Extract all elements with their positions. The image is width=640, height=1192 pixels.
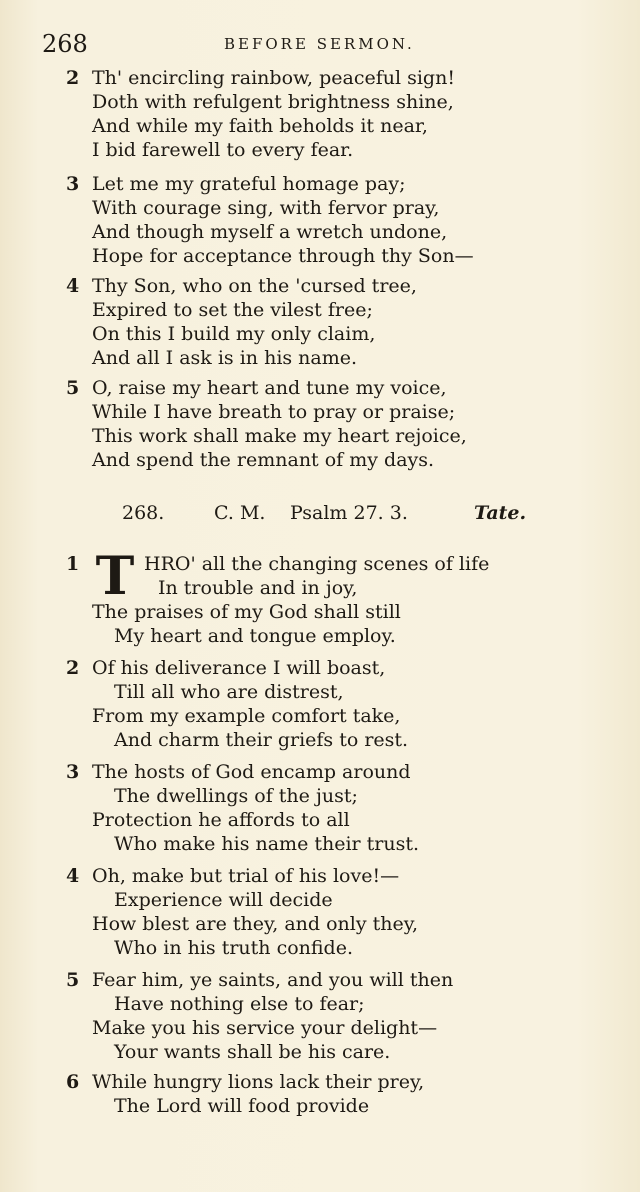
verse-line: HRO' all the changing scenes of life bbox=[144, 553, 490, 575]
verse-line: The hosts of God encamp around bbox=[92, 761, 411, 783]
verse-line: While hungry lions lack their prey, bbox=[92, 1071, 425, 1093]
verse-line: How blest are they, and only they, bbox=[92, 913, 418, 935]
stanza-number: 3 bbox=[66, 761, 80, 783]
verse-line: My heart and tongue employ. bbox=[114, 625, 396, 647]
hymn-author: Tate. bbox=[474, 502, 527, 524]
verse-line: Experience will decide bbox=[114, 889, 333, 911]
stanza-number: 2 bbox=[66, 657, 80, 679]
drop-cap: T bbox=[95, 552, 135, 602]
verse-line: Till all who are distrest, bbox=[114, 681, 344, 703]
stanza-number: 2 bbox=[66, 67, 80, 89]
verse-line: And though myself a wretch undone, bbox=[92, 221, 448, 243]
verse-line: Fear him, ye saints, and you will then bbox=[92, 969, 454, 991]
hymn-heading bbox=[0, 502, 640, 530]
verse-line: Doth with refulgent brightness shine, bbox=[92, 91, 454, 113]
stanza-number: 5 bbox=[66, 969, 80, 991]
stanza-number: 4 bbox=[66, 865, 80, 887]
verse-line: Make you his service your delight— bbox=[92, 1017, 438, 1039]
verse-line: O, raise my heart and tune my voice, bbox=[92, 377, 447, 399]
verse-line: Th' encircling rainbow, peaceful sign! bbox=[92, 67, 455, 89]
verse-line: Hope for acceptance through thy Son— bbox=[92, 245, 474, 267]
stanza-number: 4 bbox=[66, 275, 80, 297]
verse-line: Have nothing else to fear; bbox=[114, 993, 365, 1015]
verse-line: Thy Son, who on the 'cursed tree, bbox=[92, 275, 417, 297]
verse-line: Expired to set the vilest free; bbox=[92, 299, 373, 321]
running-head: BEFORE SERMON. bbox=[224, 35, 415, 53]
stanza-number: 3 bbox=[66, 173, 80, 195]
verse-line: Who make his name their trust. bbox=[114, 833, 420, 855]
verse-line: Protection he affords to all bbox=[92, 809, 350, 831]
verse-line: The praises of my God shall still bbox=[92, 601, 401, 623]
hymn-number: 268. bbox=[122, 502, 165, 524]
verse-line: While I have breath to pray or praise; bbox=[92, 401, 456, 423]
verse-line: With courage sing, with fervor pray, bbox=[92, 197, 440, 219]
verse-line: On this I build my only claim, bbox=[92, 323, 376, 345]
verse-line: Who in his truth confide. bbox=[114, 937, 354, 959]
verse-line: In trouble and in joy, bbox=[158, 577, 358, 599]
verse-line: And charm their griefs to rest. bbox=[114, 729, 409, 751]
verse-line: Of his deliverance I will boast, bbox=[92, 657, 386, 679]
verse-line: And while my faith beholds it near, bbox=[92, 115, 428, 137]
verse-line: And spend the remnant of my days. bbox=[92, 449, 435, 471]
stanza-number: 5 bbox=[66, 377, 80, 399]
verse-line: I bid farewell to every fear. bbox=[92, 139, 354, 161]
verse-line: Oh, make but trial of his love!— bbox=[92, 865, 400, 887]
stanza-number: 1 bbox=[66, 553, 80, 575]
stanza-number: 6 bbox=[66, 1071, 80, 1093]
verse-line: The Lord will food provide bbox=[114, 1095, 370, 1117]
verse-line: Your wants shall be his care. bbox=[114, 1041, 391, 1063]
page-number: 268 bbox=[42, 30, 88, 58]
verse-line: The dwellings of the just; bbox=[114, 785, 358, 807]
verse-line: This work shall make my heart rejoice, bbox=[92, 425, 467, 447]
page-header bbox=[40, 30, 600, 62]
verse-line: And all I ask is in his name. bbox=[92, 347, 358, 369]
verse-line: Let me my grateful homage pay; bbox=[92, 173, 406, 195]
hymn-psalm-reference: Psalm 27. 3. bbox=[290, 502, 408, 524]
hymn-meter: C. M. bbox=[214, 502, 266, 524]
verse-line: From my example comfort take, bbox=[92, 705, 401, 727]
